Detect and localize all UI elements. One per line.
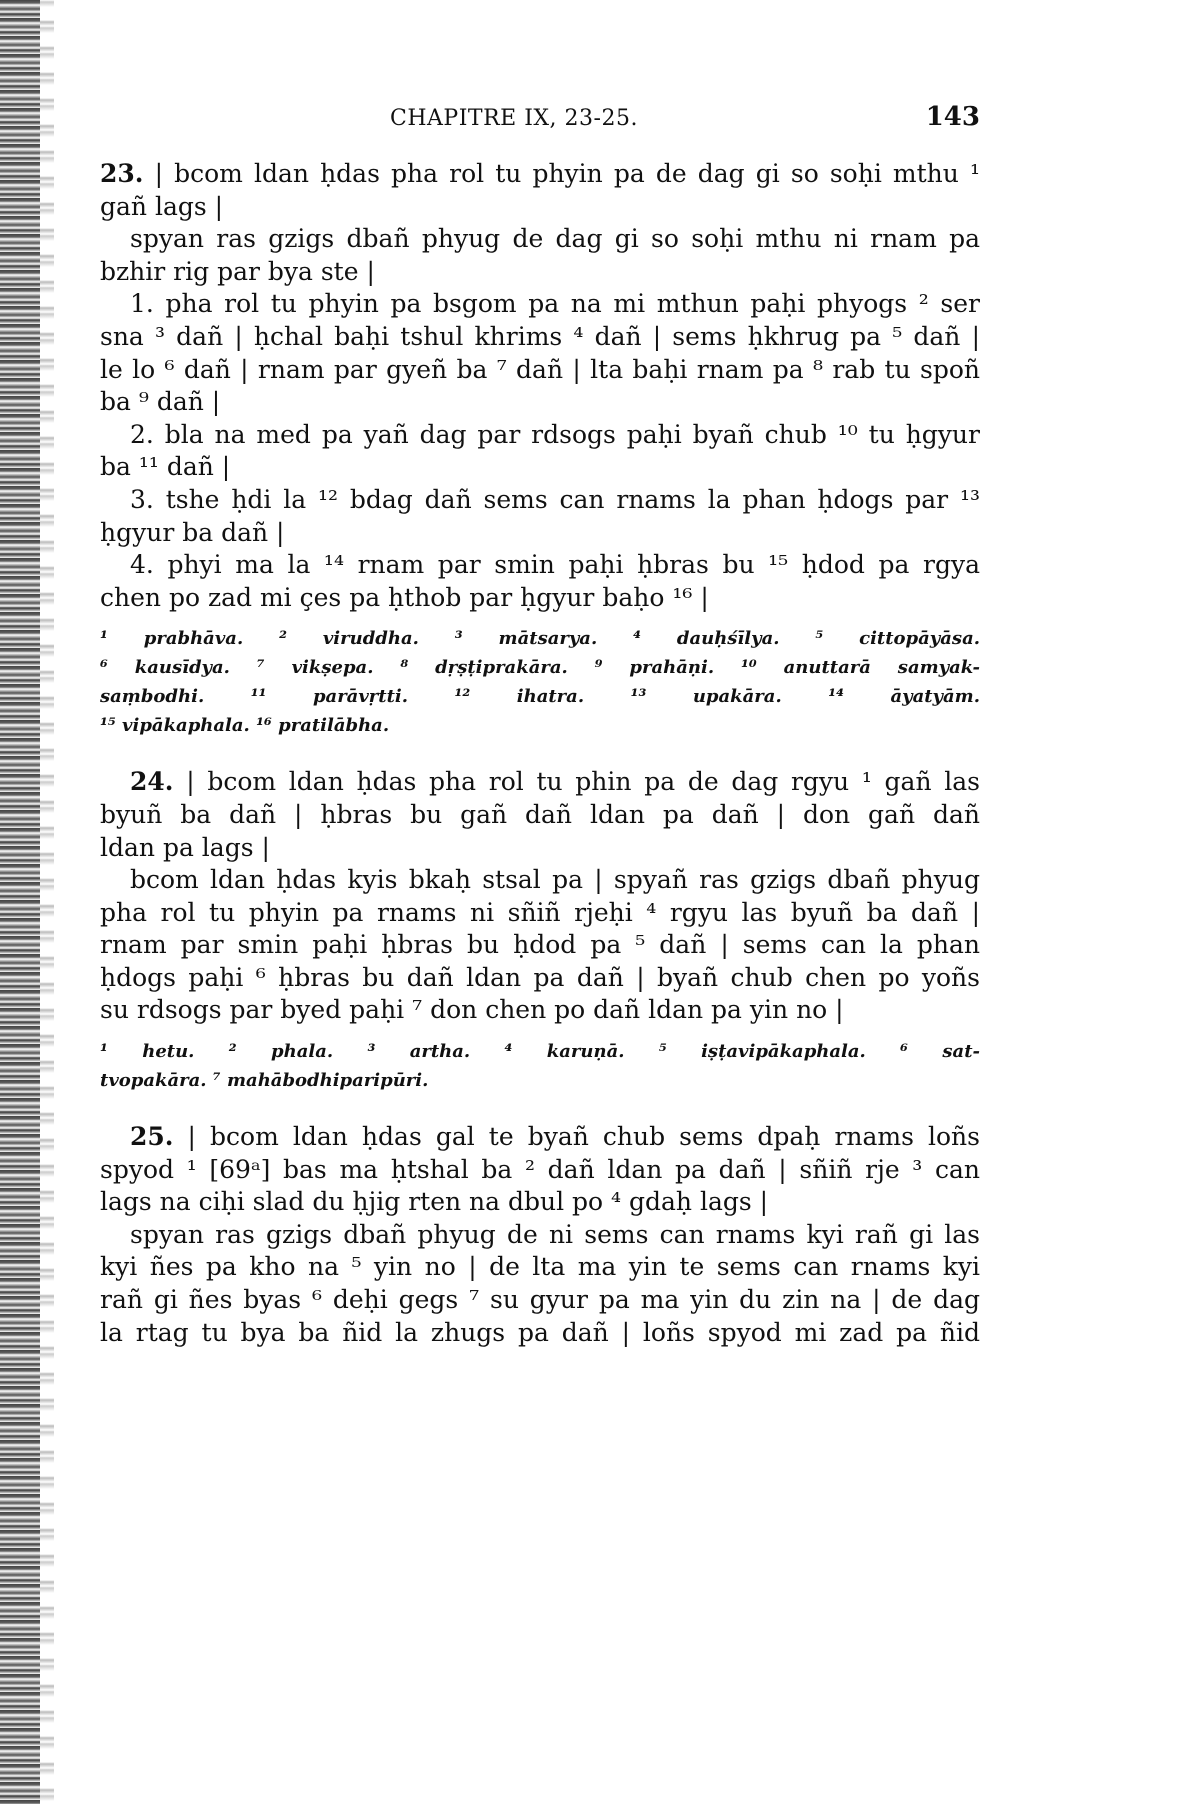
section-23	[100, 158, 980, 740]
text-line: spyan ras gzigs dbañ phyug de dag gi so soḥi mthu ni rnam pa	[130, 224, 980, 254]
text-line: ba ¹¹ dañ |	[100, 452, 231, 482]
text-line: chen po zad mi çes pa ḥthob par ḥgyur baḥo ¹⁶ |	[100, 582, 709, 612]
footnote-line: tvopakāra. ⁷ mahābodhiparipūri.	[100, 1070, 429, 1092]
chapter-title: CHAPITRE IX, 23-25.	[390, 106, 638, 131]
section-number: 25.	[130, 1122, 174, 1152]
text-line: 1. pha rol tu phyin pa bsgom pa na mi mthun paḥi phyogs ² ser	[130, 289, 980, 319]
text-line: ḥdogs paḥi ⁶ ḥbras bu dañ ldan pa dañ | byañ chub chen po yoñs	[100, 962, 980, 992]
section-24	[100, 766, 980, 1095]
scan-binding-edge	[0, 0, 40, 1804]
text-line: ldan pa lags |	[100, 832, 270, 862]
section-number: 24.	[130, 767, 174, 797]
text-line: 2. bla na med pa yañ dag par rdsogs paḥi byañ chub ¹⁰ tu ḥgyur	[130, 419, 980, 449]
section-number: 23.	[100, 159, 144, 188]
text-line: la rtag tu bya ba ñid la zhugs pa dañ | loñs spyod mi zad pa ñid	[100, 1317, 980, 1347]
text-line: pha rol tu phyin pa rnams ni sñiñ rjeḥi ⁴ rgyu las byuñ ba dañ |	[100, 897, 980, 927]
text-line: le lo ⁶ dañ | rnam par gyeñ ba ⁷ dañ | lta baḥi rnam pa ⁸ rab tu spoñ	[100, 354, 980, 384]
footnote-line: ¹⁵ vipākaphala. ¹⁶ pratilābha.	[100, 715, 390, 737]
footnote-line: ¹ prabhāva. ² viruddha. ³ mātsarya. ⁴ dauḥśīlya. ⁵ cittopāyāsa.	[100, 628, 980, 650]
text-line: ba ⁹ dañ |	[100, 387, 221, 417]
text-line: ḥgyur ba dañ |	[100, 517, 285, 547]
text-line: 24. | bcom ldan ḥdas pha rol tu phin pa de dag rgyu ¹ gañ las	[130, 767, 980, 797]
footnote-line: ⁶ kausīdya. ⁷ vikṣepa. ⁸ dṛṣṭiprakāra. ⁹ prahāṇi. ¹⁰ anuttarā samyak-	[100, 657, 980, 679]
text-line: bcom ldan ḥdas kyis bkaḥ stsal pa | spyañ ras gzigs dbañ phyug	[130, 865, 980, 895]
text-line: gañ lags |	[100, 191, 224, 221]
text-line: sna ³ dañ | ḥchal baḥi tshul khrims ⁴ dañ | sems ḥkhrug pa ⁵ dañ |	[100, 321, 980, 351]
section-25	[100, 1121, 980, 1349]
text-line: 23. | bcom ldan ḥdas pha rol tu phyin pa de dag gi so soḥi mthu ¹	[100, 159, 980, 188]
text-line: bzhir rig par bya ste |	[100, 256, 375, 286]
text-line: rañ gi ñes byas ⁶ deḥi gegs ⁷ su gyur pa ma yin du zin na | de dag	[100, 1285, 980, 1315]
scan-binding-shadow	[40, 0, 54, 1804]
text-line: spyod ¹ [69ᵃ] bas ma ḥtshal ba ² dañ ldan pa dañ | sñiñ rje ³ can	[100, 1154, 980, 1184]
footnote-line: ¹ hetu. ² phala. ³ artha. ⁴ karuṇā. ⁵ iṣṭavipākaphala. ⁶ sat-	[100, 1041, 980, 1063]
page-number: 143	[925, 102, 980, 132]
footnotes	[100, 624, 980, 740]
text-line: rnam par smin paḥi ḥbras bu ḥdod pa ⁵ dañ | sems can la phan	[100, 930, 980, 960]
text-line: lags na ciḥi slad du ḥjig rten na dbul po ⁴ gdaḥ lags |	[100, 1187, 769, 1217]
text-line: spyan ras gzigs dbañ phyug de ni sems can rnams kyi rañ gi las	[130, 1219, 980, 1249]
text-line: 25. | bcom ldan ḥdas gal te byañ chub sems dpaḥ rnams loñs	[130, 1122, 980, 1152]
footnote-line: saṃbodhi. ¹¹ parāvṛtti. ¹² ihatra. ¹³ upakāra. ¹⁴ āyatyām.	[100, 686, 980, 708]
text-line: byuñ ba dañ | ḥbras bu gañ dañ ldan pa dañ | don gañ dañ	[100, 799, 980, 829]
footnotes	[100, 1037, 980, 1095]
text-line: 3. tshe ḥdi la ¹² bdag dañ sems can rnams la phan ḥdogs par ¹³	[130, 484, 980, 514]
running-header	[100, 100, 980, 140]
text-line: kyi ñes pa kho na ⁵ yin no | de lta ma yin te sems can rnams kyi	[100, 1252, 980, 1282]
text-line: su rdsogs par byed paḥi ⁷ don chen po dañ ldan pa yin no |	[100, 995, 844, 1025]
book-page	[100, 100, 980, 1349]
text-line: 4. phyi ma la ¹⁴ rnam par smin paḥi ḥbras bu ¹⁵ ḥdod pa rgya	[130, 550, 980, 580]
